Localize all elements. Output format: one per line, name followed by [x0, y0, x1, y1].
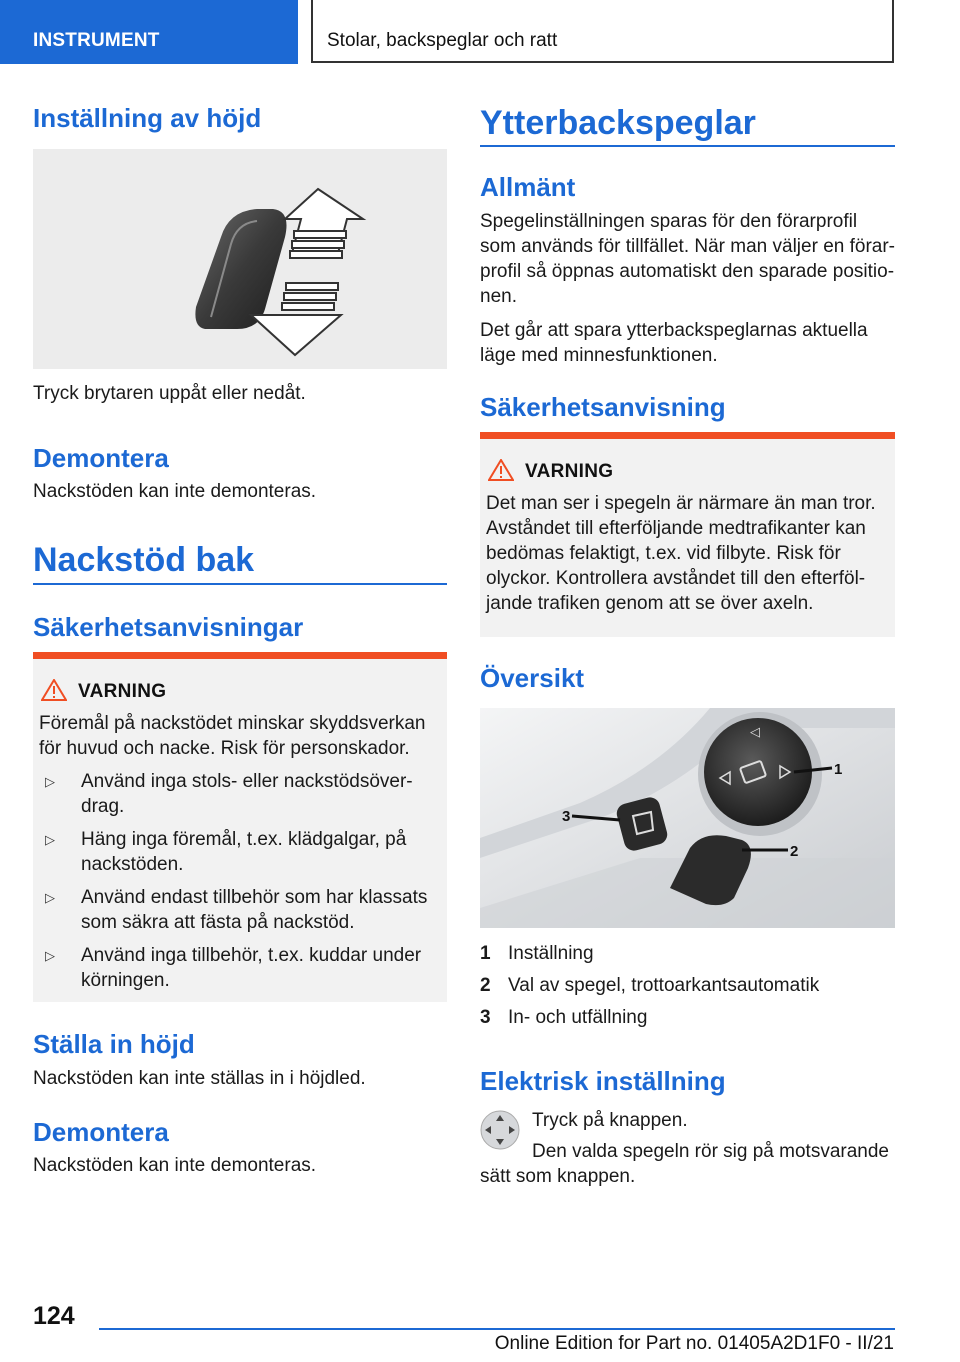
remove-title: Demontera — [33, 443, 169, 473]
header-section-tab — [0, 0, 298, 64]
remove-title-2: Demontera — [33, 1117, 169, 1147]
rear-headrest-title: Nackstöd bak — [33, 541, 255, 579]
warning-box-left: VARNING Föremål på nackstödet minskar skyddsverkan för huvud och nacke. Risk för personskador. ▷ Använd inga stols- eller nackstödsöver-drag. ▷ Häng inga föremål, t.ex. klädgalgar, på nackstöden. ▷ Använd endast tillbehör som har klassats som säkra att fästa på nackstöd. ▷ Använd inga tillbehör, t.ex. kuddar under körningen. — [33, 652, 447, 1002]
general-text-1: Spegelinställningen sparas för den förarprofil som används för tillfället. När man väljer en förar-profil så öppnas automatiskt den sparade positio-nen. — [480, 211, 895, 307]
warning-triangle-icon — [488, 459, 514, 481]
footer-edition: Online Edition for Part no. 01405A2D1F0 - II/21 — [494, 1333, 894, 1354]
headrest-switch-icon — [33, 149, 447, 369]
header-chapter-label: Stolar, backspeglar och ratt — [327, 30, 558, 51]
remove-text-2: Nackstöden kan inte demonteras. — [33, 1155, 317, 1176]
warning-label-right: VARNING — [525, 461, 614, 482]
title-rule — [480, 145, 895, 147]
headrest-switch-image — [33, 149, 447, 369]
callout-2: 2 — [790, 843, 799, 860]
bullet-triangle-icon: ▷ — [45, 948, 55, 963]
mirror-control-panel-icon — [480, 708, 895, 928]
safety-title-right: Säkerhetsanvisning — [480, 392, 726, 422]
page-number: 124 — [33, 1302, 75, 1330]
remove-text: Nackstöden kan inte demonteras. — [33, 481, 317, 502]
bullet-triangle-icon: ▷ — [45, 832, 55, 847]
callout-1: 1 — [834, 761, 843, 778]
callout-3: 3 — [562, 808, 571, 825]
adjust-height-title: Ställa in höjd — [33, 1029, 195, 1059]
warning-box-right — [480, 432, 895, 637]
safety-title-left: Säkerhetsanvisningar — [33, 612, 304, 642]
adjust-height-text: Nackstöden kan inte ställas in i höjdled. — [33, 1068, 366, 1089]
svg-text:◁: ◁ — [750, 725, 760, 740]
height-title: Inställning av höjd — [33, 103, 262, 133]
footer-rule — [99, 1328, 895, 1330]
bullet-triangle-icon: ▷ — [45, 774, 55, 789]
mirrors-title: Ytterbackspeglar — [480, 104, 756, 142]
overview-title: Översikt — [480, 663, 585, 693]
electric-text-1: Tryck på knappen. — [532, 1110, 688, 1131]
warning-text-left: Föremål på nackstödet minskar skyddsverkan för huvud och nacke. Risk för personskador. — [39, 713, 426, 759]
warning-triangle-icon — [41, 679, 67, 701]
electric-text-2: Den valda spegeln rör sig på motsvarande sätt som knappen. — [480, 1141, 889, 1187]
warning-label-left: VARNING — [78, 681, 167, 702]
header-chapter-tab — [311, 0, 894, 63]
mirror-controls-image — [480, 708, 895, 928]
warning-text-right: Det man ser i spegeln är närmare än man tror. Avståndet till efterföljande medtrafikanter kan bedömas felaktigt, t.ex. vid filbyte. Risk för olyckor. Kontrollera avståndet till den efterföl-jande trafiken genom att se över axeln. — [486, 493, 876, 614]
title-rule — [33, 583, 447, 585]
electric-title: Elektrisk inställning — [480, 1066, 726, 1096]
general-text-2: Det går att spara ytterbackspeglarnas aktuella läge med minnesfunktionen. — [480, 320, 868, 366]
header-section-label: INSTRUMENT — [33, 30, 160, 51]
height-caption: Tryck brytaren uppåt eller nedåt. — [33, 383, 306, 404]
general-title: Allmänt — [480, 172, 576, 202]
bullet-triangle-icon: ▷ — [45, 890, 55, 905]
